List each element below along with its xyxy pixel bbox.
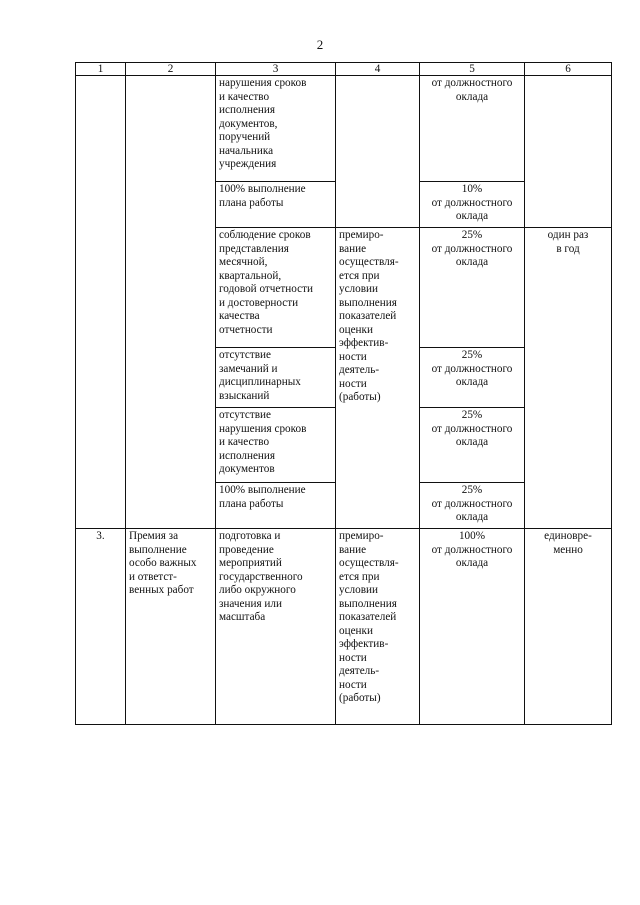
column-header: 4 (336, 63, 420, 76)
page-number: 2 (316, 37, 324, 52)
payment-type-cell (126, 76, 216, 529)
column-header: 2 (126, 63, 216, 76)
condition-cell: премиро- вание осуществля- ется при условии выполнения показателей оценки эффектив- ности деятель- ности (работы) (336, 529, 420, 725)
table-row (76, 76, 612, 182)
criterion-cell: 100% выполнение плана работы (216, 182, 336, 228)
amount-cell: 25% от должностного оклада (420, 228, 525, 348)
amount-cell: 25% от должностного оклада (420, 483, 525, 529)
criterion-cell: подготовка и проведение мероприятий государственного либо окружного значения или масштаба (216, 529, 336, 725)
amount-cell: 100% от должностного оклада (420, 529, 525, 725)
bonus-table (75, 62, 612, 725)
condition-cell (336, 76, 420, 228)
frequency-cell: единовре- менно (525, 529, 612, 725)
frequency-cell (525, 76, 612, 228)
column-header: 3 (216, 63, 336, 76)
table-header-row (76, 63, 612, 76)
number-cell: 3. (76, 529, 126, 725)
column-header: 5 (420, 63, 525, 76)
amount-cell: 25% от должностного оклада (420, 408, 525, 483)
column-header: 6 (525, 63, 612, 76)
amount-cell: от должностного оклада (420, 76, 525, 182)
criterion-cell: 100% выполнение плана работы (216, 483, 336, 529)
number-cell (76, 76, 126, 529)
column-header: 1 (76, 63, 126, 76)
criterion-cell: отсутствие нарушения сроков и качество исполнения документов (216, 408, 336, 483)
frequency-cell: один раз в год (525, 228, 612, 529)
condition-cell: премиро- вание осуществля- ется при условии выполнения показателей оценки эффектив- ности деятель- ности (работы) (336, 228, 420, 529)
amount-cell: 10% от должностного оклада (420, 182, 525, 228)
table-row (76, 529, 612, 725)
criterion-cell: отсутствие замечаний и дисциплинарных взысканий (216, 348, 336, 408)
criterion-cell: нарушения сроков и качество исполнения документов, поручений начальника учреждения (216, 76, 336, 182)
criterion-cell: соблюдение сроков представления месячной, квартальной, годовой отчетности и достоверности качества отчетности (216, 228, 336, 348)
payment-type-cell: Премия за выполнение особо важных и ответст- венных работ (126, 529, 216, 725)
amount-cell: 25% от должностного оклада (420, 348, 525, 408)
